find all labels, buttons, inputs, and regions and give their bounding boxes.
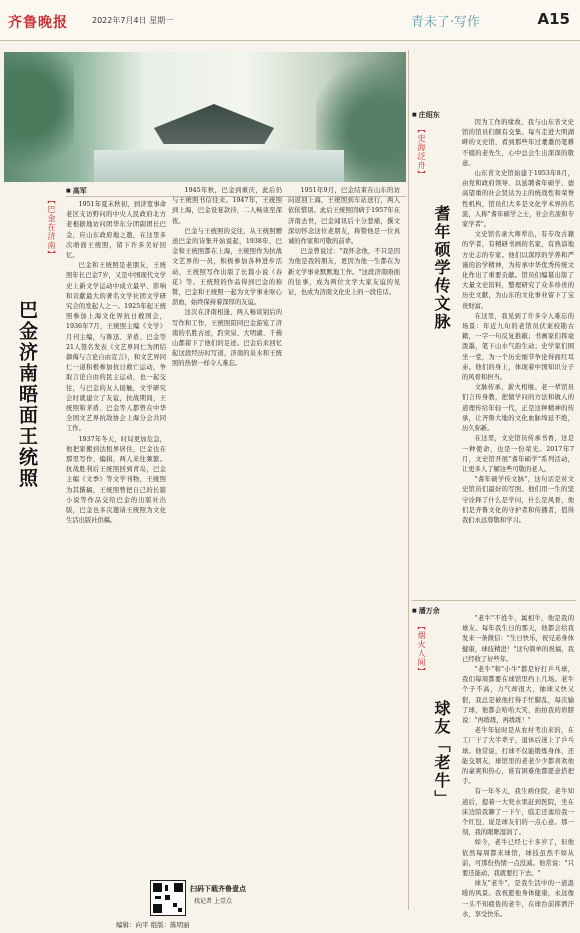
article1-paragraph: 这次在济南相逢，两人畅谈别后的写作和工作，王统照陪同巴金游览了济南的名胜古迹，趵突泉、大明湖、千佛山都留下了他们的足迹。巴金后来回忆起这段经历时写道，济南的泉水和王统照的热情一样令人难忘。 <box>172 309 282 368</box>
article2-paragraph: 文脉传承，薪火相继。老一辈馆员们言传身教，把做学问的方法和做人的道理传给年轻一代，正是这种精神的传承，让齐鲁大地的文化血脉绵延不绝，历久弥新。 <box>462 384 574 433</box>
article2-paragraph: "耆年硕学传文脉"，这句话是对文史馆员们最好的写照。他们用一生的坚守诠释了什么是学问，什么是风骨，他们是齐鲁文化的守护者和传播者，值得我们永远尊敬和学习。 <box>462 476 574 524</box>
editor-credit: 编辑：向平 组版：陈明丽 <box>116 921 190 929</box>
article1-column-3 <box>288 186 400 900</box>
article2-section-tag: 【史海泛舟】 <box>417 125 426 179</box>
qr-subcaption: 找记者 上壹点 <box>194 898 232 905</box>
article1-paragraph: 巴金曾说过："我怀念他，不只是因为他是我的朋友，更因为他一生都在为新文学事业默默地工作。"这段济南晤面的往事，成为两位文学大家友谊的见证，也成为济南文化史上的一段佳话。 <box>288 248 400 297</box>
article3-paragraph: 有一年冬天，我生病住院，老牛知道后，提着一大兜水果赶到医院，坐在床边陪我聊了一下午，临走还塞给我一个红包，说是球友们的一点心意。那一刻，我的眼眶湿润了。 <box>462 788 574 837</box>
newspaper-logo: 齐鲁晚报 <box>8 15 68 31</box>
section-rule <box>412 600 576 601</box>
article2-byline: ■ 庄绍东 <box>412 110 440 120</box>
issue-date: 2022年7月4日 星期一 <box>92 16 174 25</box>
article1-paragraph: 1937年冬天，时局更加危急，他把家搬到法租界居住，巴金也在那里写作、编辑，两人来往频繁。抗战胜利后王统照回到青岛，巴金主编《文季》等文学刊物，王统照为其撰稿，王统照曾把自己的长篇小说等作品交给巴金的出版社出版，巴金也多次邀请王统照为文化生活出版社供稿。 <box>66 435 166 525</box>
article1-title: 巴金济南晤面王统照 <box>16 300 38 489</box>
article2-paragraph: 在这里，我见到了许多令人难忘的场景：年近九旬的老馆员伏案校勘古籍，一字一句反复推敲；书画家们挥毫泼墨，笔下山水气韵生动；史学家们围坐一堂，为一个历史细节争论得面红耳赤。他们的身上，体现着中国知识分子的风骨和担当。 <box>462 312 574 382</box>
column-divider <box>408 50 409 910</box>
article1-paragraph: 1945年秋，巴金到重庆，此后仍与王统照书信往来。1947年，王统照到上海，巴金设宴款待，二人畅谈至深夜。 <box>172 187 282 225</box>
article3-paragraph: "老牛"不姓牛，属相牛，他是我的球友。每年我生日的那天，他都会给我发来一条微信："生日快乐，祝兄弟身体健康，球技精进！"这句简单的祝福，我已经收了好些年。 <box>462 615 574 663</box>
article1-byline: ■ 高军 <box>66 186 87 196</box>
article1-column-1 <box>66 200 166 900</box>
article1-paragraph: 巴金和王统照是老朋友，王统照年长巴金7岁，又是中国现代文学史上新文学运动中成立最早、影响和贡献最大的著名文学社团文学研究会的发起人之一。1925年起王统照参加上海文化界抗日救国会，1936年7月，王统照主编《文学》月刊主编，与鲁迅、茅盾、巴金等21人签名发表《文艺界同仁为团结御侮与言论自由宣言》，和文艺界同仁一道积极参加抗日救亡运动，争取言论自由的民主运动，也一起交往，与巴金的友人接触，文学研究会时就建立了友谊，抗战期间，王统照和茅盾、巴金等人都曾在中华全国文艺界抗敌协会上海分会共同工作。 <box>66 262 166 433</box>
lake-reflection <box>94 150 344 182</box>
article2-title: 耆年硕学传文脉 <box>432 205 451 331</box>
foliage-left <box>4 52 74 182</box>
article3-title: 球友「老牛」 <box>432 700 451 808</box>
hero-photo <box>4 52 406 182</box>
masthead <box>0 0 580 41</box>
article2-paragraph: 在这里，文史馆员传承书香，这是一种使命，也是一份荣光。2017年7月，文史馆开展"耆年硕学"系列活动，让更多人了解这些可敬的老人。 <box>462 435 574 473</box>
article1-column-2 <box>172 186 282 900</box>
article2-paragraph: 文史馆名录大师辈出，有专攻古籍的学者，有精研书画的名家，有熟谙地方史志的专家。他们以深厚的学养和严谨的治学精神，为传承中华优秀传统文化作出了重要贡献。馆员们编纂出版了大量文史资料，整理研究了众多珍贵的历史文献，为山东的文化事业留下了宝贵财富。 <box>462 231 574 310</box>
article1-paragraph: 1951年9月，巴金结束在山东的访问返回上海，王统照到车站送行，两人依依惜别。此后王统照因病于1957年在济南去世，巴金闻讯后十分悲痛，撰文深切怀念这位老朋友，称赞他是一位真诚的作家和可敬的前辈。 <box>288 187 400 246</box>
article3-paragraph: 如今，老牛已经七十多岁了，但他依然每周都来球馆，球技虽然不如从前，可那份热情一点没减。他常说："只要还能动，我就要打下去。" <box>462 839 574 878</box>
article3-column-1 <box>462 614 574 918</box>
article2-paragraph: 因为工作的缘故，我与山东省文史馆的馆员们颇有交集。每当走进大明湖畔的文史馆，看到那些年过耄耋仍笔耕不辍的老先生，心中总会生出深深的敬意。 <box>462 119 574 167</box>
article3-byline: ■ 潘万余 <box>412 606 440 616</box>
article1-paragraph: 巴金与王统照的交往，从王统照赠送巴金的诗集开始说起，1938年，巴金和王统照都在上海，王统照作为抗战文艺界的一员，积极参加各种进步活动，王统照写作出版了长篇小说《春花》等。王统照的作品得到巴金的称赞，巴金和王统照一起为文学事业呕心沥血，始终保持着深厚的友谊。 <box>172 227 282 307</box>
section-name: 青未了·写作 <box>410 15 480 30</box>
qr-code[interactable] <box>150 880 186 916</box>
qr-caption: 扫码下载齐鲁壹点 <box>190 885 246 893</box>
article3-section-tag: 【烟火人间】 <box>417 622 426 676</box>
article3-paragraph: "老牛"和"小牛"都是好打乒乓球，我们每周都要在球馆里约上几场。老牛个子不高，力气却很大，抽球又快又狠，我总是被他打得手忙脚乱，每次输了球，他都会哈哈大笑，拍拍我的肩膀说："再练练，再练练！" <box>462 666 574 725</box>
page-number: A15 <box>537 10 570 28</box>
article1-section-tag: 【巴金在济南】 <box>47 196 56 259</box>
article1-paragraph: 1951年夏末秋初，到济宽事命老区支访野问的中央人民政府北方老根据地访问团华东分团副团长巴金，应山东政府地之邀，在这里多次晤面王统照，留下许多美好回忆。 <box>66 201 166 260</box>
article2-paragraph: 山东省文史馆始建于1953年8月，由党和政府领导、以延聘耆年硕学、德高望重的社会贤达为主的统战性和荣誉性机构，馆员们大多是文化学术界的名流，人称"耆年硕学之士，社会名流和专家学者"。 <box>462 170 574 229</box>
pavilion-roof <box>154 104 274 144</box>
article2-column-1 <box>462 118 574 596</box>
article3-paragraph: 球友"老牛"，是我生活中的一道温暖的风景。我祝愿他身体健康，永远像一头不知疲倦的老牛，在球台前挥洒汗水，享受快乐。 <box>462 880 574 918</box>
article3-paragraph: 老牛年轻时是从农村考出来的，在工厂干了大半辈子，退休后迷上了乒乓球。他常说，打球不仅能锻炼身体，还能交朋友，球馆里的老老少少都喜欢他的豪爽和热心，谁有困难他都愿意搭把手。 <box>462 727 574 786</box>
